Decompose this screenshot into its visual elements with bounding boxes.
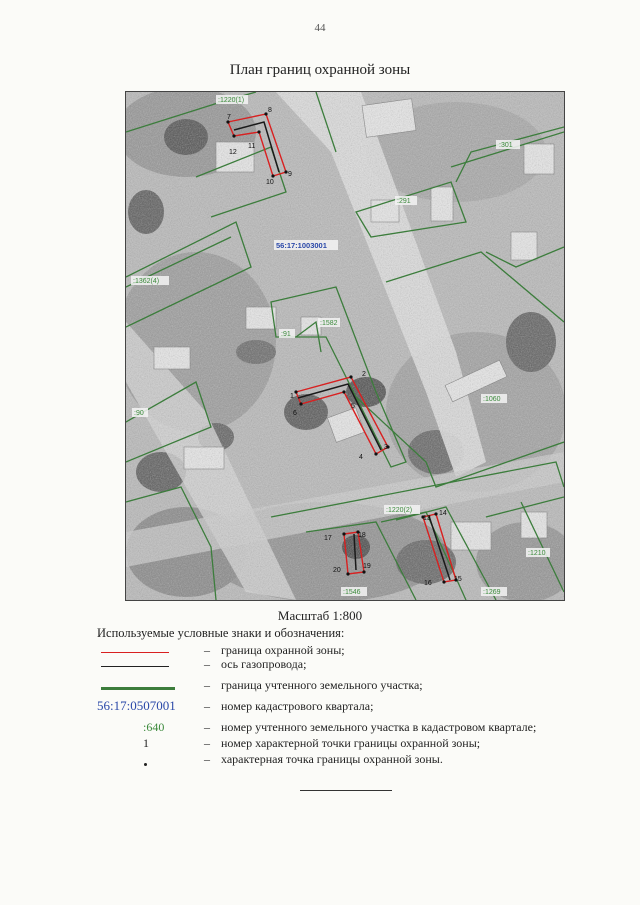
point-label: 2 <box>362 371 366 378</box>
block-number-sample: 56:17:0507001 <box>97 698 176 713</box>
green-line-symbol <box>101 687 175 690</box>
black-line-symbol <box>101 666 169 667</box>
parcel-label: :90 <box>134 410 144 417</box>
point-label: 12 <box>229 149 237 156</box>
legend-text: номер учтенного земельного участка в кадастровом квартале; <box>221 720 537 734</box>
parcel-label: :291 <box>397 198 411 205</box>
parcel-label: :1582 <box>320 320 338 327</box>
point-label: 8 <box>268 107 272 114</box>
point-label: 7 <box>227 114 231 121</box>
parcel-number-sample: :640 <box>143 720 165 734</box>
point-label: 19 <box>363 563 371 570</box>
parcel-label: :1269 <box>483 589 501 596</box>
legend-item-parcel-boundary: – граница учтенного земельного участка; <box>97 678 597 694</box>
parcel-label: :1220(1) <box>218 97 245 104</box>
map-scale: Масштаб 1:800 <box>277 608 363 623</box>
parcel-label: :1060 <box>483 396 501 403</box>
point-label: 15 <box>454 576 462 583</box>
point-label: 4 <box>359 454 363 461</box>
parcel-label: :1362(4) <box>133 278 160 285</box>
point-number-sample: 1 <box>143 736 149 750</box>
legend-item-zone-boundary: – граница охранной зоны; <box>97 643 597 659</box>
legend-item-point-number: 1 – номер характерной точки границы охранной зоны; <box>143 736 481 750</box>
point-dot-symbol <box>144 763 147 766</box>
legend-text: граница учтенного земельного участка; <box>221 678 423 692</box>
legend-text: граница охранной зоны; <box>221 643 345 657</box>
point-label: 17 <box>324 535 332 542</box>
legend-item-pipeline-axis: – ось газопровода; <box>97 657 597 673</box>
point-label: 11 <box>248 143 256 150</box>
point-label: 1 <box>290 393 294 400</box>
point-label: 14 <box>439 510 447 517</box>
point-label: 16 <box>424 580 432 587</box>
legend-text: номер кадастрового квартала; <box>221 699 374 713</box>
page-title: План границ охранной зоны <box>229 62 411 78</box>
legend-item-point-dot: – характерная точка границы охранной зоны. <box>97 752 597 768</box>
parcel-label: :1220(2) <box>386 507 413 514</box>
red-line-symbol <box>101 652 169 653</box>
point-label: 6 <box>293 410 297 417</box>
legend-text: номер характерной точки границы охранной зоны; <box>221 736 481 750</box>
point-label: 10 <box>266 179 274 186</box>
aerial-map <box>125 91 565 601</box>
point-label: 5 <box>351 403 355 410</box>
parcel-label: :301 <box>499 142 513 149</box>
point-label: 3 <box>384 444 388 451</box>
page-number: 44 <box>314 22 326 34</box>
parcel-label: :1210 <box>528 550 546 557</box>
legend-text: ось газопровода; <box>221 657 307 671</box>
point-label: 18 <box>358 532 366 539</box>
parcel-label: :1546 <box>343 589 361 596</box>
point-label: 20 <box>333 567 341 574</box>
legend-item-parcel-number: :640 – номер учтенного земельного участка в кадастровом квартале; <box>143 720 537 734</box>
legend-title: Используемые условные знаки и обозначения: <box>97 626 345 640</box>
point-label: 13 <box>423 515 431 522</box>
cadastral-block-label: 56:17:1003001 <box>276 241 327 250</box>
bottom-rule <box>300 790 392 791</box>
parcel-label: :91 <box>281 331 291 338</box>
point-label: 9 <box>288 171 292 178</box>
legend-item-block-number: 56:17:0507001 – номер кадастрового квартала; <box>97 698 374 713</box>
legend-text: характерная точка границы охранной зоны. <box>221 752 443 766</box>
